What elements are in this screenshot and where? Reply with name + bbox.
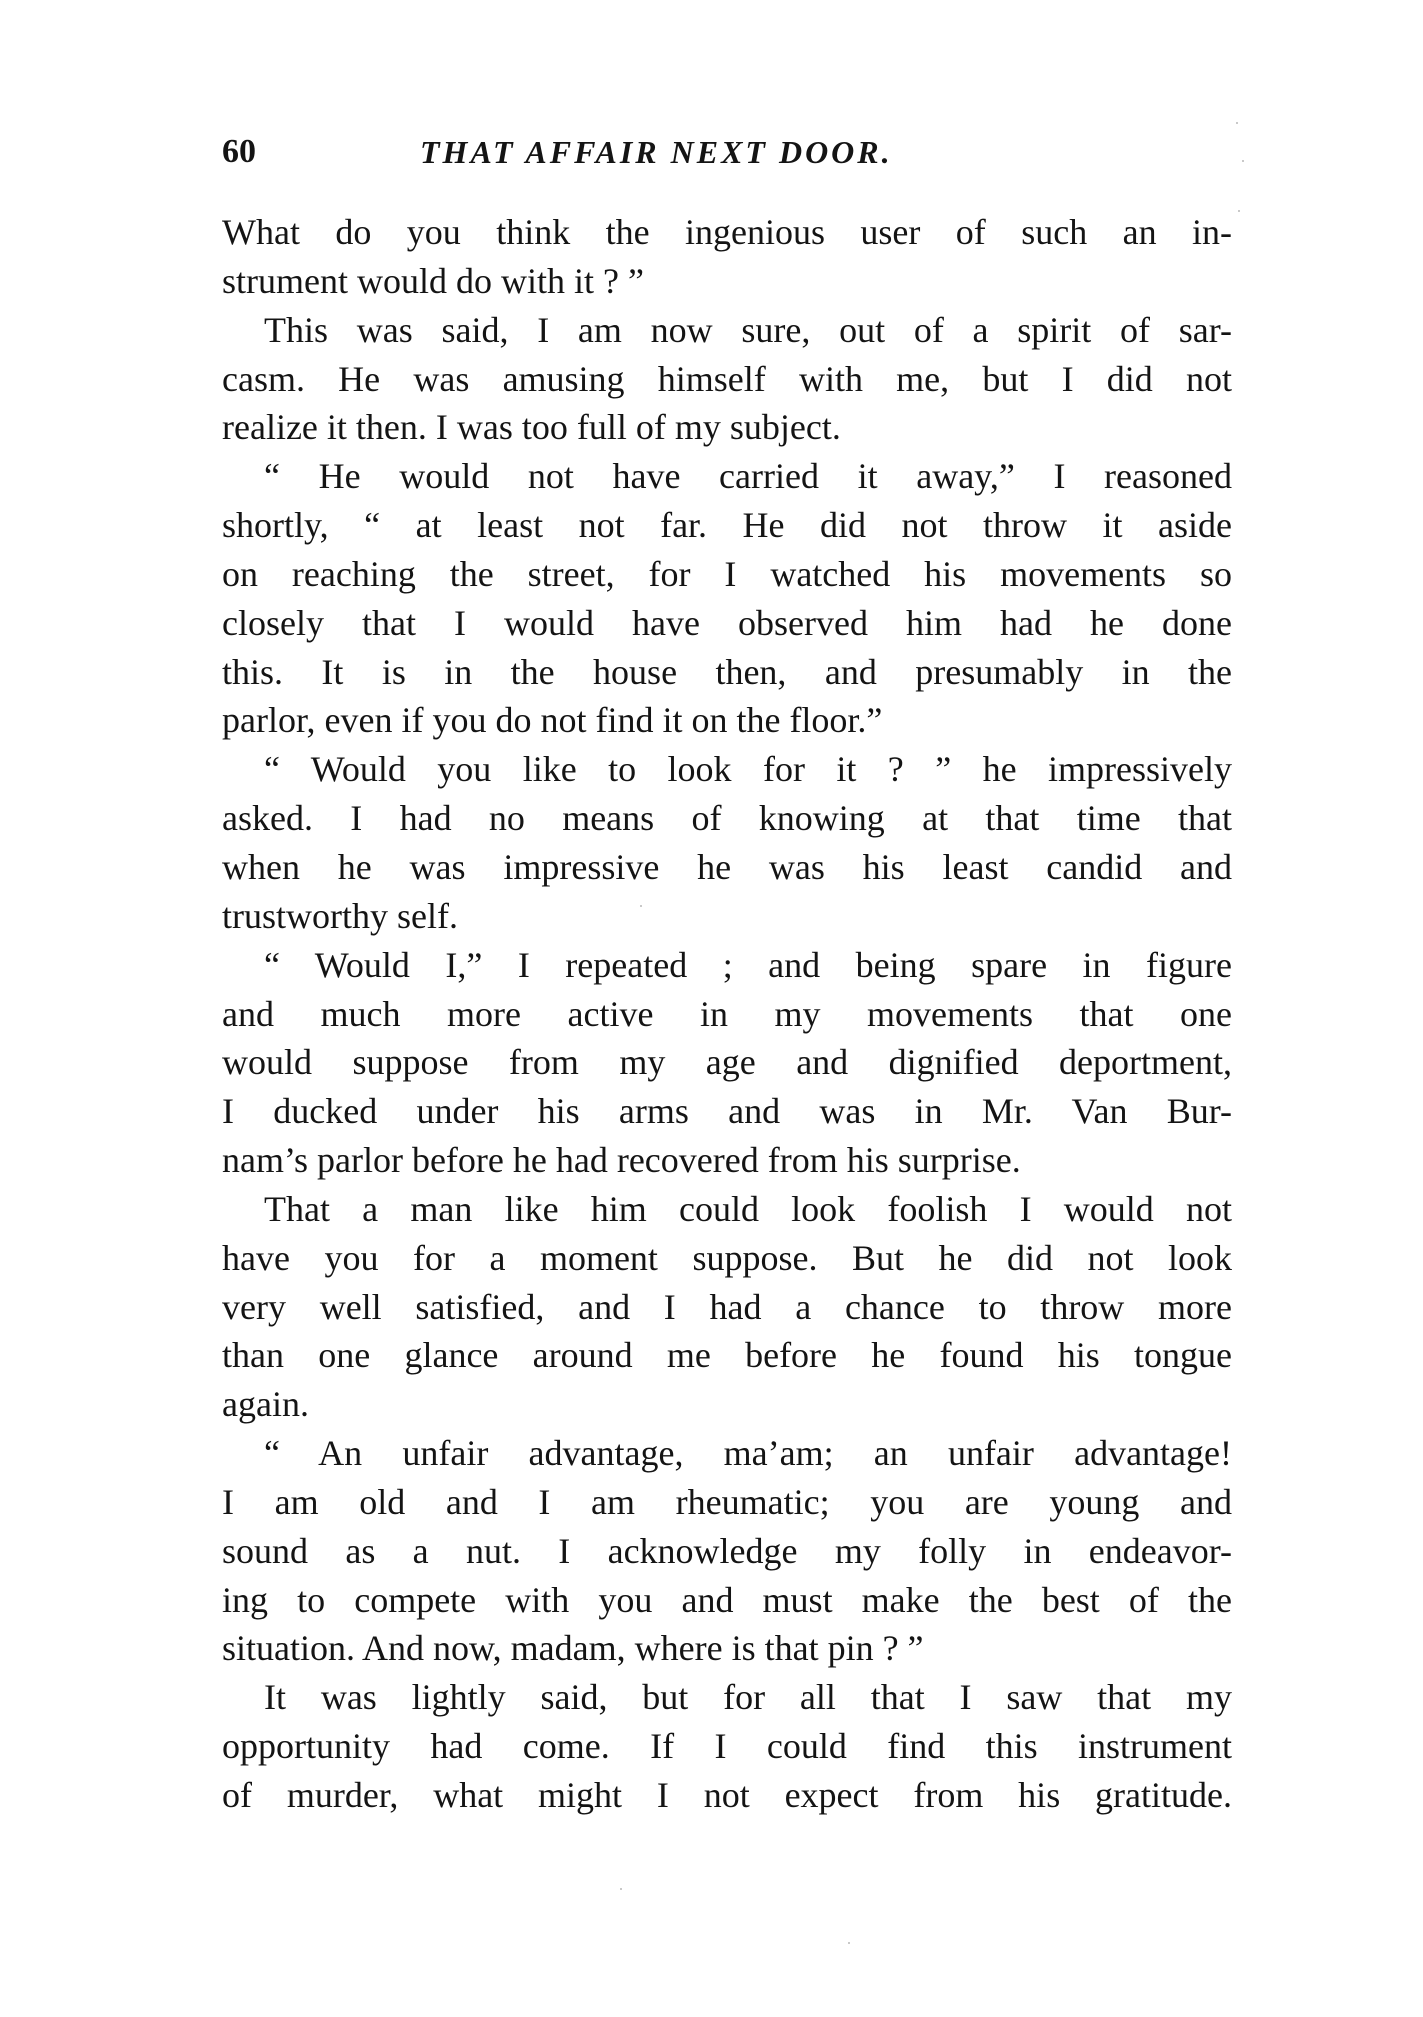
text-line: than one glance around me before he found his tongue bbox=[222, 1335, 1232, 1376]
text-line: I am old and I am rheumatic; you are young and bbox=[222, 1481, 1232, 1522]
paper-speck bbox=[1238, 210, 1240, 212]
text-line: “ Would you like to look for it ? ” he impressively bbox=[264, 749, 1232, 790]
body-text bbox=[222, 208, 1232, 1820]
page-header bbox=[222, 126, 1232, 178]
text-line: realize it then. I was too full of my subject. bbox=[222, 407, 841, 448]
text-line: when he was impressive he was his least candid and bbox=[222, 846, 1232, 887]
text-line: This was said, I am now sure, out of a spirit of sar- bbox=[264, 309, 1232, 350]
text-line: It was lightly said, but for all that I saw that my bbox=[264, 1677, 1232, 1718]
text-line: would suppose from my age and dignified deportment, bbox=[222, 1042, 1232, 1083]
paper-speck bbox=[620, 1888, 622, 1890]
text-line: situation. And now, madam, where is that pin ? ” bbox=[222, 1628, 924, 1669]
text-line: of murder, what might I not expect from his gratitude. bbox=[222, 1775, 1232, 1815]
text-line: asked. I had no means of knowing at that time that bbox=[222, 798, 1232, 839]
text-line: this. It is in the house then, and presumably in the bbox=[222, 651, 1232, 692]
paper-speck bbox=[848, 1942, 850, 1944]
page-number: 60 bbox=[222, 133, 256, 170]
text-line: nam’s parlor before he had recovered from his surprise. bbox=[222, 1140, 1021, 1181]
text-line: and much more active in my movements that one bbox=[222, 993, 1232, 1034]
text-line: “ An unfair advantage, ma’am; an unfair advantage! bbox=[264, 1433, 1232, 1474]
text-line: “ Would I,” I repeated ; and being spare in figure bbox=[264, 944, 1232, 985]
text-line: on reaching the street, for I watched his movements so bbox=[222, 553, 1232, 594]
text-line: trustworthy self. bbox=[222, 895, 458, 936]
text-line: again. bbox=[222, 1384, 309, 1425]
text-line: What do you think the ingenious user of such an in- bbox=[222, 212, 1232, 252]
running-title: THAT AFFAIR NEXT DOOR. bbox=[420, 134, 893, 170]
paper-speck bbox=[640, 905, 642, 907]
text-line: have you for a moment suppose. But he did not look bbox=[222, 1237, 1232, 1278]
text-line: shortly, “ at least not far. He did not throw it aside bbox=[222, 505, 1232, 546]
text-line: parlor, even if you do not find it on the floor.” bbox=[222, 700, 883, 741]
text-line: ing to compete with you and must make the best of the bbox=[222, 1579, 1232, 1620]
text-line: very well satisfied, and I had a chance to throw more bbox=[222, 1286, 1232, 1327]
text-line: I ducked under his arms and was in Mr. Van Bur- bbox=[222, 1091, 1232, 1132]
paper-speck bbox=[1242, 160, 1244, 162]
text-line: opportunity had come. If I could find this instrument bbox=[222, 1726, 1232, 1767]
text-line: sound as a nut. I acknowledge my folly in endeavor- bbox=[222, 1530, 1232, 1571]
text-line: casm. He was amusing himself with me, but I did not bbox=[222, 358, 1232, 399]
text-line: strument would do with it ? ” bbox=[222, 260, 644, 301]
paper-speck bbox=[1236, 122, 1238, 124]
text-line: closely that I would have observed him had he done bbox=[222, 602, 1232, 643]
text-line: That a man like him could look foolish I would not bbox=[264, 1188, 1232, 1229]
text-line: “ He would not have carried it away,” I reasoned bbox=[264, 456, 1232, 497]
